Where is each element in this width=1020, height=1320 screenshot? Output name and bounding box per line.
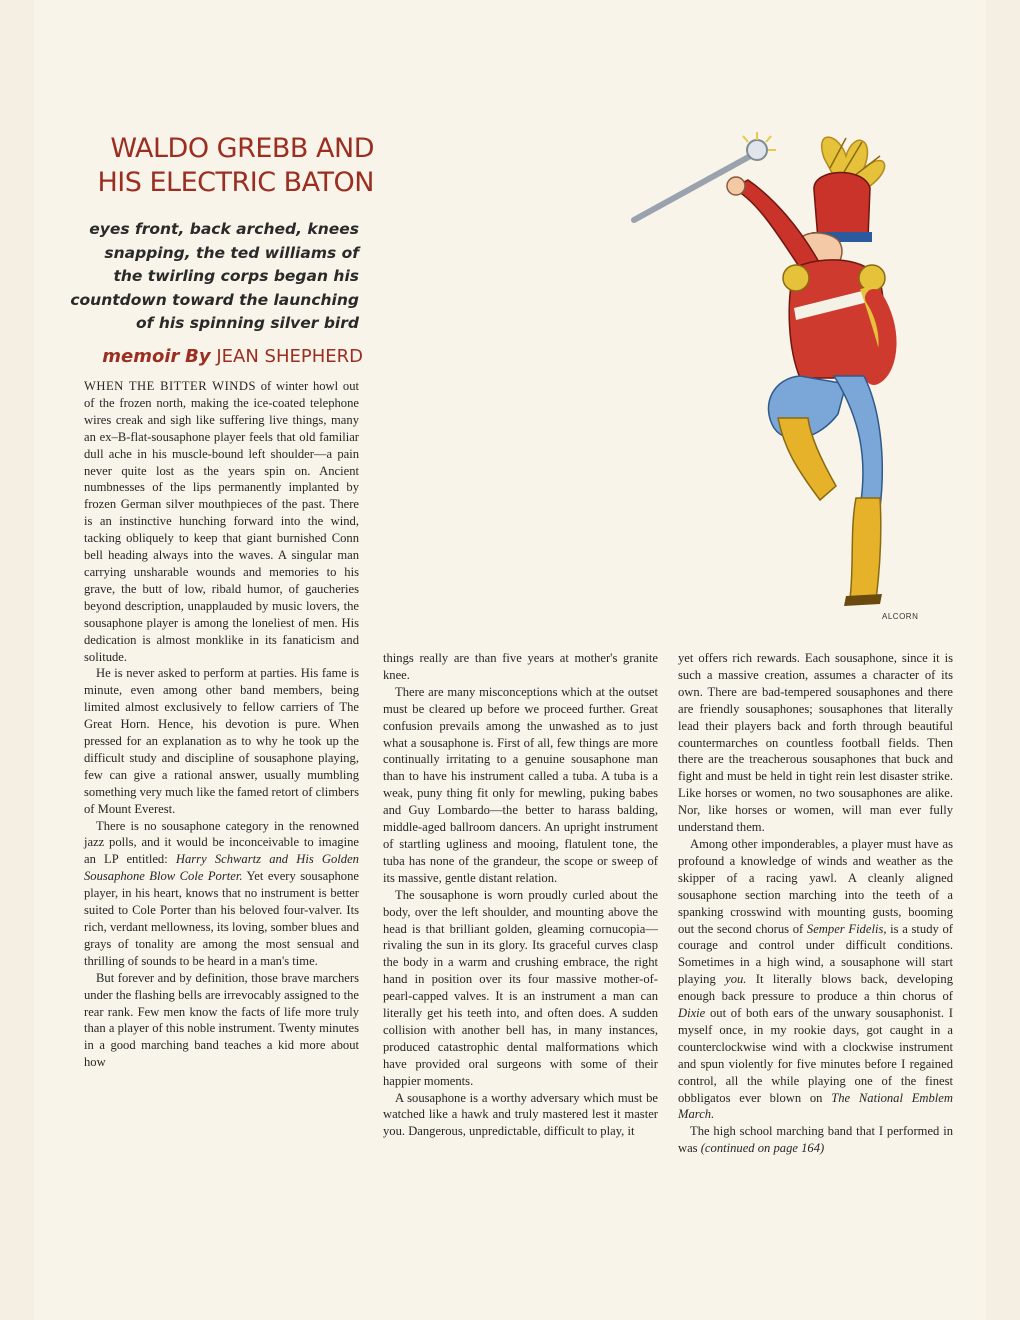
byline-author: JEAN SHEPHERD: [216, 346, 363, 367]
paragraph: There are many misconceptions which at the outset must be cleared up before we proceed further. Great confusion prevails among the unwashed as to just what a sousaphone is. First of all, few things are more continually irritating to a genuine sousaphone man than to have his instrument called a tuba. A tuba is a weak, puny thing fit only for mewling, puking babes and Guy Lombardo—the better to harass balding, middle-aged ballroom dancers. An upright instrument of startling ugliness and mooing, flatulent tone, the tuba has none of the grandeur, the scope or sweep of its massive, gentle distant relation.: [383, 684, 658, 885]
boot-sole: [844, 594, 882, 606]
paragraph-text: Among other imponderables, a player must have as profound a knowledge of winds and weather as the skipper of a racing yawl. A cleanly aligned sousaphone section marching into the teeth of a spanking crosswind with mounting gusts, booming out the second chorus of: [678, 836, 953, 936]
deck-line: of his spinning silver bird: [136, 314, 359, 332]
text-column-3: [678, 650, 953, 1157]
drum-major-illustration: [624, 128, 954, 628]
paragraph: [678, 836, 953, 1123]
paragraph: things really are than five years at mother's granite knee.: [383, 651, 658, 682]
paragraph-text: out of both ears of the unwary sousaphonist. I myself once, in my rookie days, got caught in a counterclockwise wind with a clockwise instrument and spun violently for five minutes before I regained control, all the while playing one of the finest obbligatos ever blown on: [678, 1006, 953, 1105]
standing-boot: [850, 498, 881, 600]
hand: [727, 177, 745, 195]
paragraph-text: Yet every sousaphone player, in his heart, knows that no instrument is better suited to Cole Porter than his beloved four-valver. Its rich, verdant mellowness, its loving, somber blues and grays of tonality are among the most sensual and thrilling of sounds to be heard in a man's time.: [84, 869, 359, 968]
paragraph: [678, 1123, 953, 1157]
continuation-note: (continued on page 164): [700, 1141, 825, 1156]
song-title: The National Emblem March.: [678, 1090, 953, 1122]
lp-title: Harry Schwartz and His Golden Sousaphone Blow Cole Porter.: [84, 852, 359, 884]
paragraph: He is never asked to perform at parties. His fame is minute, even among other band members, being limited almost exclusively to fellow carriers of The Great Horn. Hence, his devotion is pure. When pressed for an explanation as to why he took up the difficult study and discipline of sousaphone playing, few can give a rational answer, usually mumbling something very much like the famed retort of climbers of Mount Everest.: [84, 666, 359, 816]
deck-line: snapping, the ted williams of: [104, 243, 359, 262]
magazine-page: [34, 0, 986, 1320]
article-title: [64, 132, 374, 200]
song-title: Dixie: [678, 1006, 706, 1021]
busby-hat: [814, 172, 870, 240]
paragraph: yet offers rich rewards. Each sousaphone, since it is such a massive creation, assumes a character of its own. There are bad-tempered sousaphones and there are friendly sousaphones; sousaphones that literally lead their players back and forth through beautiful countermarches on countless football fields. Then there are the treacherous sousaphones that buck and fight and must be held in tight rein lest disaster strike. Like horses or women, no two sousaphones are alike. Nor, like horses or women, will man ever fully understand them.: [678, 651, 953, 835]
paragraph-text: It literally blows back, developing enough back pressure to produce a thin chorus of: [678, 972, 953, 1004]
title-line: WALDO GREBB AND: [110, 133, 374, 164]
epaulette-right: [859, 265, 885, 291]
illustration-credit: ALCORN: [882, 612, 919, 621]
deck-line: eyes front, back arched, knees: [89, 220, 359, 238]
lead-in: WHEN THE BITTER WINDS: [84, 379, 256, 393]
paragraph: The sousaphone is worn proudly curled about the body, over the left shoulder, and mounting above the head is that brilliant golden, gleaming cornucopia—rivaling the sun in its glory. Its graceful curves clasp the body in a warm and crushing embrace, the right hand in position over its four massive mother-of-pearl-capped valves. It is an instrument a man can literally get his teeth into, and often does. A sudden collision with another bell has, in many instances, produced catastrophic dental malformations which have provided oral surgeons with some of their happier moments.: [383, 887, 658, 1088]
title-line: HIS ELECTRIC BATON: [97, 167, 374, 198]
article-deck: [54, 218, 359, 336]
emphasis: you.: [725, 972, 747, 987]
text-column-1: [84, 378, 359, 1071]
paragraph: [84, 378, 359, 665]
paragraph: A sousaphone is a worthy adversary which must be watched like a hawk and truly mastered lest it master you. Dangerous, unpredictable, difficult to play, it: [383, 1090, 658, 1139]
song-title: Semper Fidelis,: [806, 921, 887, 936]
byline-memoir: memoir: [102, 346, 180, 367]
paragraph-text: There is no sousaphone category in the renowned jazz polls, and it would be inconceivable to imagine an LP entitled:: [84, 818, 359, 867]
paragraph: [84, 818, 359, 970]
paragraph: But forever and by definition, those brave marchers under the flashing bells are irrevocably assigned to the rear rank. Few men know the facts of life more truly than a player of this noble instrument. Twenty minutes in a good marching band teaches a kid more about how: [84, 970, 359, 1070]
paragraph-text: The high school marching band that I performed in was: [678, 1124, 953, 1156]
baton-ball: [747, 140, 767, 160]
byline: [58, 346, 363, 367]
epaulette-left: [783, 265, 809, 291]
deck-line: the twirling corps began his: [113, 267, 359, 285]
raised-arm: [732, 180, 820, 268]
paragraph-text: is a study of courage and control under difficult conditions. Sometimes in a high wind, a sousaphone will start playing: [678, 921, 953, 987]
text-column-2: [383, 650, 658, 1140]
raised-boot: [778, 418, 836, 500]
deck-line: countdown toward the launching: [70, 290, 359, 309]
paragraph-text: of winter howl out of the frozen north, making the ice-coated telephone wires creak and sigh like suffering live things, many an ex–B-flat-sousaphone player feels that old familiar dull ache in his muscle-bound left shoulder—a pain never quite lost as the years spin on. Ancient numbnesses of the lips permanently implanted by frozen German silver mouthpieces of the past. There is an instinctive hunching forward into the wind, tacking obliquely to keep that giant burnished Conn bell heading always into the waves. A singular man carrying unsharable wounds and memories to his grave, the butt of low, ribald humor, of gaucheries beyond description, unapplauded by music lovers, the sousaphone player is among the loneliest of men. His dedication is almost monklike in its fanaticism and solitude.: [84, 379, 359, 664]
byline-by: By: [185, 346, 211, 367]
